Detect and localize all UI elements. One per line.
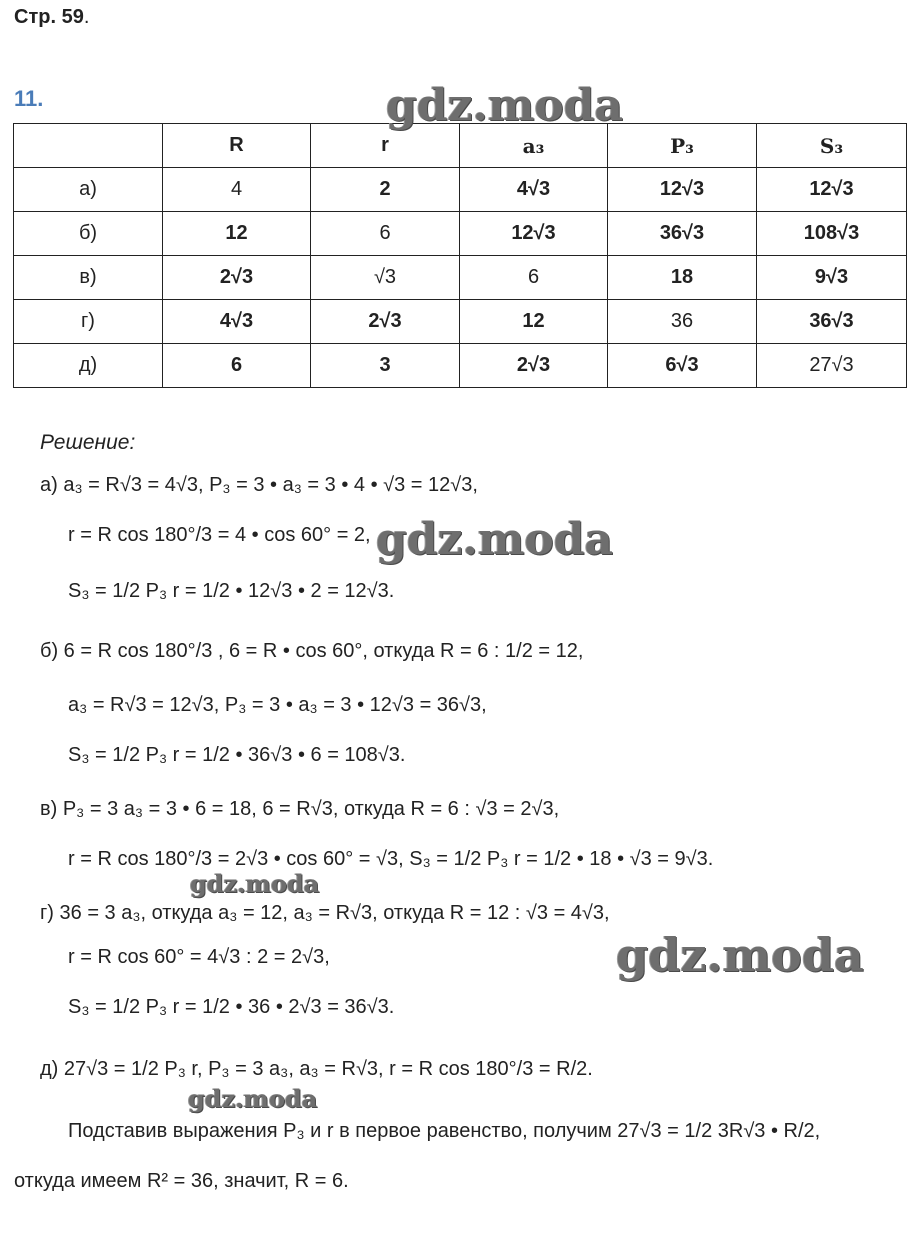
table-cell: 6 [460,256,608,300]
table-header-cell: R [163,124,311,168]
answer-table [13,123,907,388]
table-cell: 9√3 [757,256,907,300]
table-cell: 2 [311,168,460,212]
solution-line: откуда имеем R² = 36, значит, R = 6. [14,1170,349,1192]
table-header-cell: P₃ [608,124,757,168]
table-row [14,256,907,300]
table-cell: 18 [608,256,757,300]
row-label: а) [14,168,163,212]
table-cell: 4√3 [163,300,311,344]
table-cell: 12 [460,300,608,344]
table-cell: 108√3 [757,212,907,256]
table-row [14,212,907,256]
solution-line: в) P₃ = 3 a₃ = 3 • 6 = 18, 6 = R√3, откуда R = 6 : √3 = 2√3, [40,798,560,820]
table-cell: 6 [311,212,460,256]
solution-line: r = R cos 60° = 4√3 : 2 = 2√3, [68,946,330,968]
row-label: г) [14,300,163,344]
table-header-cell [14,124,163,168]
table-header-cell: a₃ [460,124,608,168]
watermark: gdz.moda [376,514,614,565]
table-cell: 2√3 [460,344,608,388]
table-cell: 4 [163,168,311,212]
solution-line: S₃ = 1/2 P₃ r = 1/2 • 36√3 • 6 = 108√3. [68,744,406,766]
solution-line: д) 27√3 = 1/2 P₃ r, P₃ = 3 a₃, a₃ = R√3, r = R cos 180°/3 = R/2. [40,1058,593,1080]
table-cell: 36 [608,300,757,344]
table-header-cell: r [311,124,460,168]
table-cell: 12√3 [757,168,907,212]
table-cell: 36√3 [757,300,907,344]
table-cell: 36√3 [608,212,757,256]
table-row [14,300,907,344]
table-cell: 6 [163,344,311,388]
watermark: gdz.moda [386,80,624,131]
solution-line: Подставив выражения P₃ и r в первое равенство, получим 27√3 = 1/2 3R√3 • R/2, [68,1120,821,1142]
table-cell: 12 [163,212,311,256]
solution-line: а) a₃ = R√3 = 4√3, P₃ = 3 • a₃ = 3 • 4 • √3 = 12√3, [40,474,478,496]
row-label: б) [14,212,163,256]
table-cell: 4√3 [460,168,608,212]
table-cell: 3 [311,344,460,388]
table-cell: 27√3 [757,344,907,388]
table-row [14,344,907,388]
table-cell: 12√3 [608,168,757,212]
watermark: gdz.moda [188,1084,318,1113]
task-number: 11. [14,86,44,111]
watermark: gdz.moda [616,928,864,982]
table-cell: 2√3 [163,256,311,300]
solution-line: S₃ = 1/2 P₃ r = 1/2 • 36 • 2√3 = 36√3. [68,996,395,1018]
row-label: в) [14,256,163,300]
row-label: д) [14,344,163,388]
solution-line: б) 6 = R cos 180°/3 , 6 = R • cos 60°, откуда R = 6 : 1/2 = 12, [40,640,584,662]
table-cell: √3 [311,256,460,300]
table-header-cell: S₃ [757,124,907,168]
watermark: gdz.moda [190,869,320,898]
solution-line: г) 36 = 3 a₃, откуда a₃ = 12, a₃ = R√3, откуда R = 12 : √3 = 4√3, [40,902,610,924]
solution-line: a₃ = R√3 = 12√3, P₃ = 3 • a₃ = 3 • 12√3 = 36√3, [68,694,487,716]
solution-line: r = R cos 180°/3 = 4 • cos 60° = 2, [68,524,371,546]
table-cell: 2√3 [311,300,460,344]
table-row [14,168,907,212]
solution-heading: Решение: [40,431,136,454]
table-cell: 12√3 [460,212,608,256]
solution-line: r = R cos 180°/3 = 2√3 • cos 60° = √3, S₃ = 1/2 P₃ r = 1/2 • 18 • √3 = 9√3. [68,848,714,870]
table-cell: 6√3 [608,344,757,388]
page-label: Стр. 59. [14,6,90,28]
solution-line: S₃ = 1/2 P₃ r = 1/2 • 12√3 • 2 = 12√3. [68,580,395,602]
